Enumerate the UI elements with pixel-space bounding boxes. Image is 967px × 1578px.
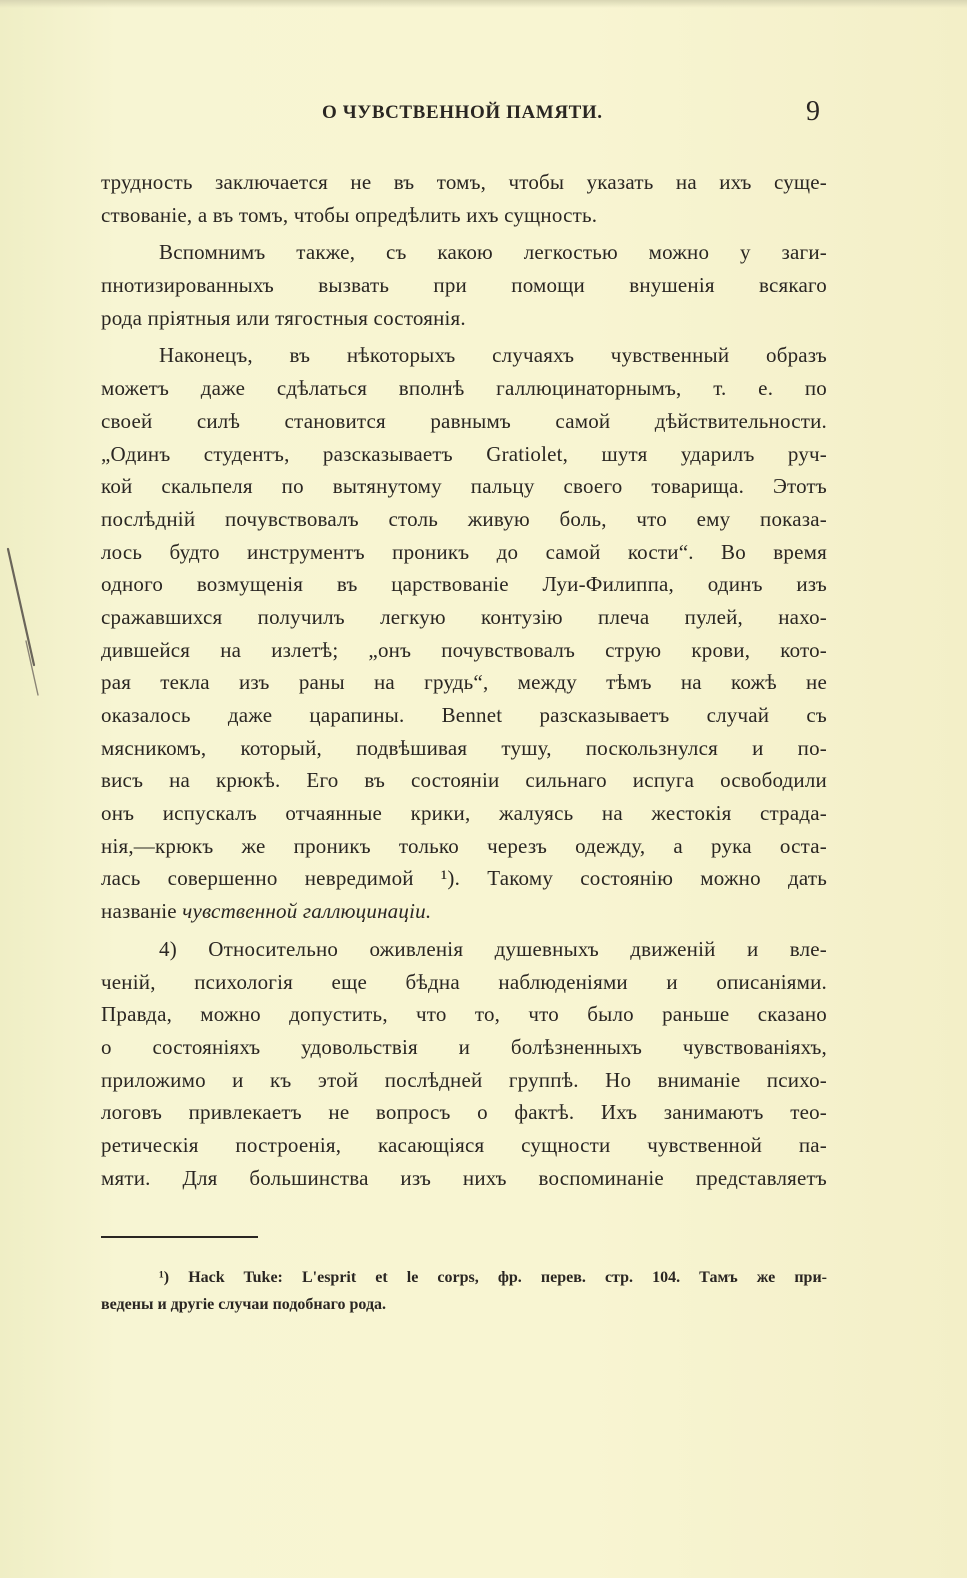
text-line: лось будто инструментъ проникъ до самой кости“. Во время	[101, 539, 827, 564]
page-number: 9	[806, 96, 820, 127]
footnotes	[101, 1264, 827, 1318]
text-line: Наконецъ, въ нѣкоторыхъ случаяхъ чувственный образъ	[159, 343, 827, 368]
text-line: Вспомнимъ также, съ какою легкостью можно у заги-	[159, 240, 827, 265]
text-line: приложимо и къ этой послѣдней группѣ. Но вниманіе психо-	[101, 1067, 827, 1092]
text-line: пнотизированныхъ вызвать при помощи внушенія всякаго	[101, 273, 827, 298]
text-line: послѣдній почувствовалъ столь живую боль, что ему показа-	[101, 506, 827, 531]
text-line: онъ испускалъ отчаянные крики, жалуясь на жестокія страда-	[101, 801, 827, 826]
body-text	[101, 166, 827, 1194]
text-line: трудность заключается не въ томъ, чтобы указать на ихъ суще-	[101, 170, 827, 194]
text-line: о состояніяхъ удовольствія и болѣзненныхъ чувствованіяхъ,	[101, 1034, 827, 1059]
text-line: одного возмущенія въ царствованіе Луи-Филиппа, одинъ изъ	[101, 572, 827, 597]
running-title: О ЧУВСТВЕННОЙ ПАМЯТИ.	[322, 102, 603, 123]
text-line: логовъ привлекаетъ не вопросъ о фактѣ. Ихъ занимаютъ тео-	[101, 1100, 827, 1125]
text-line: ретическія построенія, касающіяся сущности чувственной па-	[101, 1132, 827, 1157]
text-line: сражавшихся получилъ легкую контузію плеча пулей, нахо-	[101, 604, 827, 629]
footnote-line: ¹) Hack Tuke: L'esprit et le corps, фр. перев. стр. 104. Тамъ же при-	[159, 1269, 827, 1286]
text-line: оказалось даже царапины. Bennet разсказываетъ случай съ	[101, 703, 827, 727]
text-line: можетъ даже сдѣлаться вполнѣ галлюцинаторнымъ, т. е. по	[101, 376, 827, 401]
footnote-line: ведены и другіе случаи подобнаго рода.	[101, 1296, 387, 1313]
text-line: 4) Относительно оживленія душевныхъ движеній и вле-	[159, 936, 827, 961]
text-line: висъ на крюкѣ. Его въ состояніи сильнаго испуга освободили	[101, 768, 827, 793]
text-line: кой скальпеля по вытянутому пальцу своего товарища. Этотъ	[101, 474, 827, 499]
italic-term: чувственной галлюцинаціи.	[182, 899, 432, 924]
text-line-prefix: названіе	[101, 899, 183, 924]
text-line: мяти. Для большинства изъ нихъ воспоминаніе представляетъ	[101, 1165, 827, 1190]
page-top-edge	[0, 0, 967, 8]
text-line: ченій, психологія еще бѣдна наблюденіями и описаніями.	[101, 969, 827, 994]
text-line: ствованіе, а въ томъ, чтобы опредѣлить ихъ сущность.	[101, 202, 598, 227]
text-line: мясникомъ, который, подвѣшивая тушу, поскользнулся и по-	[101, 735, 827, 760]
text-line: рая текла изъ раны на грудь“, между тѣмъ на кожѣ не	[101, 670, 827, 695]
text-line: „Одинъ студентъ, разсказываетъ Gratiolet, шутя ударилъ руч-	[101, 441, 827, 466]
text-line	[101, 895, 827, 928]
text-line: своей силѣ становится равнымъ самой дѣйствительности.	[101, 408, 827, 433]
margin-pencil-mark	[4, 545, 44, 705]
footnote-rule	[101, 1236, 258, 1238]
text-line: нія,—крюкъ же проникъ только черезъ одежду, а рука оста-	[101, 833, 827, 858]
text-line: Правда, можно допустить, что то, что было раньше сказано	[101, 1002, 827, 1027]
text-line: рода пріятныя или тягостныя состоянія.	[101, 305, 466, 330]
text-line: лась совершенно невредимой ¹). Такому состоянію можно дать	[101, 866, 827, 891]
text-line: дившейся на излетѣ; „онъ почувствовалъ струю крови, кото-	[101, 637, 827, 662]
